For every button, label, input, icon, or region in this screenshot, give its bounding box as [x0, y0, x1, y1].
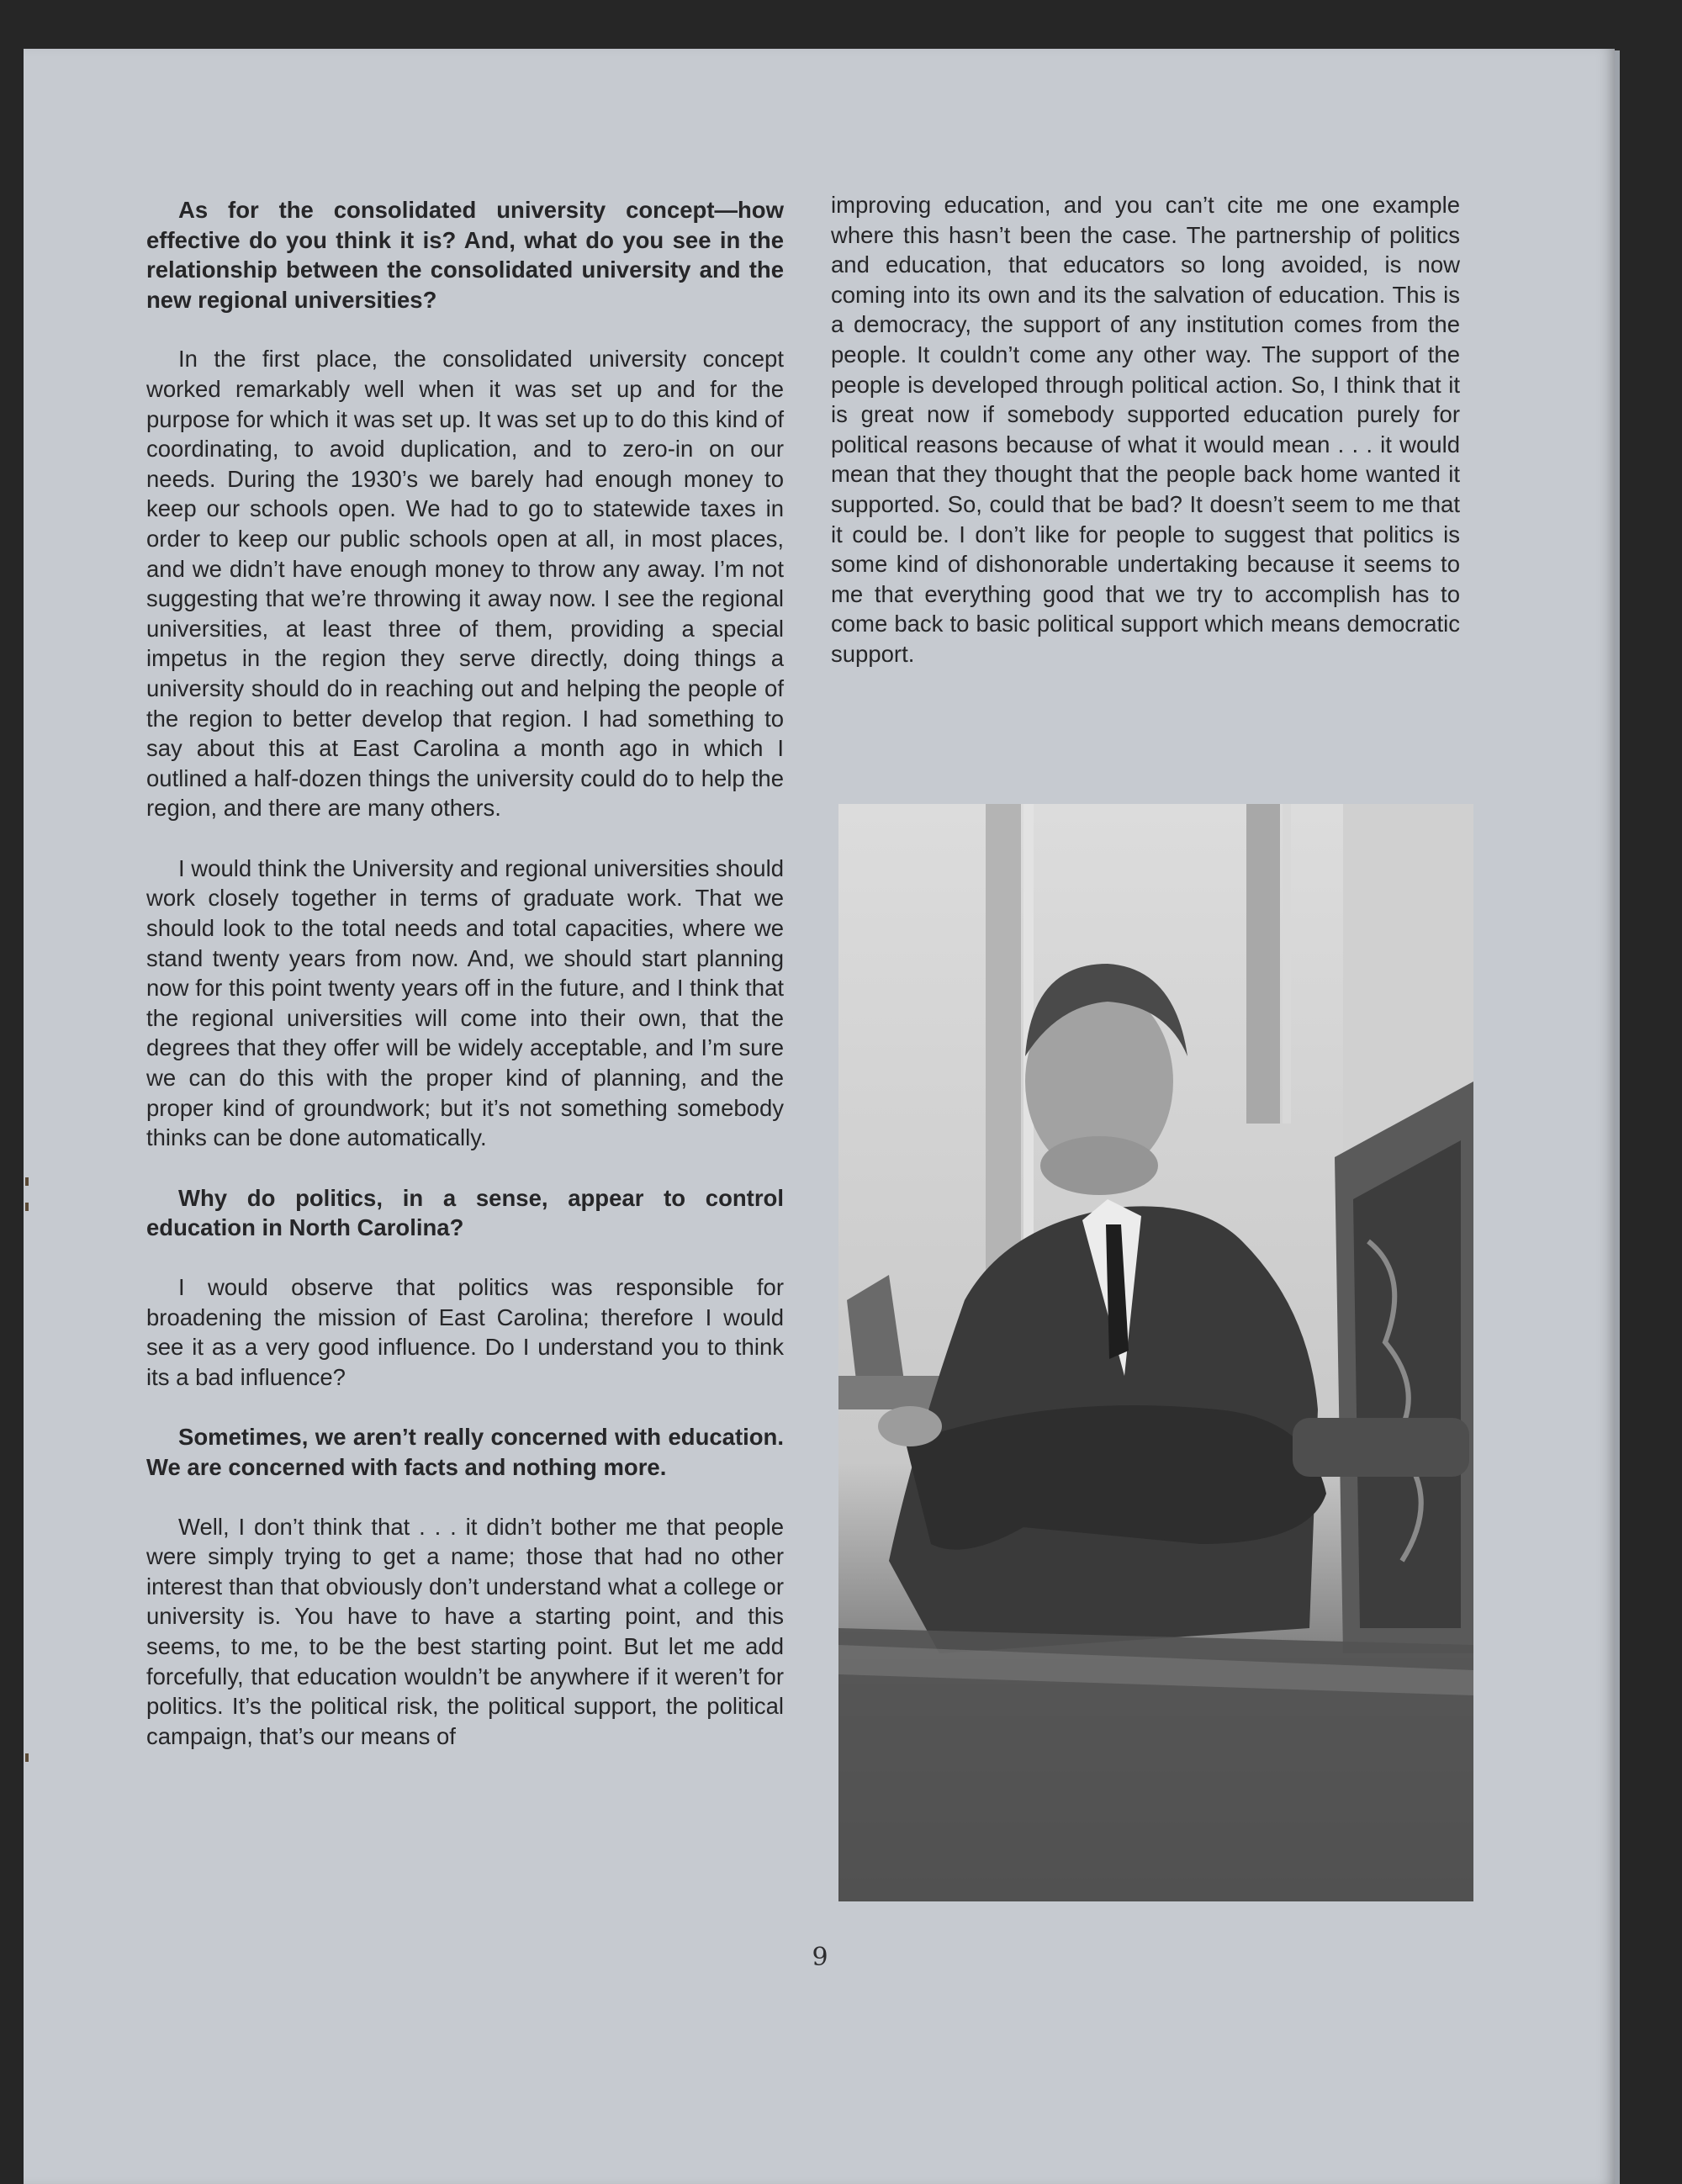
chin	[1040, 1136, 1158, 1195]
window-frame	[986, 804, 1021, 1275]
answer-paragraph: Well, I don’t think that . . . it didn’t bother me that people were simply trying to get a name; those that had no other interest than that obviously don’t understand what a college or university is. You have to have a starting point, and this seems, to me, to be the best starting point. But let me add forcefully, that education wouldn’t be anywhere if it weren’t for politics. It’s the political risk, the political support, the political campaign, that’s our means of	[146, 1513, 784, 1749]
staple-mark	[25, 1203, 29, 1211]
question-politics-control: Why do politics, in a sense, appear to control education in North Carolina?	[146, 1184, 784, 1241]
answer-paragraph: In the first place, the consolidated university concept worked remarkably well when it was set up and for the purpose for which it was set up. It was set up to do this kind of coordinating, to avoid duplication, and to zero-in on our needs. During the 1930’s we barely had enough money to keep our schools open. We had to go to statewide taxes in order to keep our public schools open at all, in most places, and we didn’t have enough money to throw any away. I’m not suggesting that we’re throwing it away now. I see the regional universities, at least three of them, providing a special impetus in the region they serve directly, doing things a university should do in reaching out and helping the people of the region to better develop that region. I had something to say about this at East Carolina a month ago in which I outlined a half-dozen things the university could do to help the region, and there are many others.	[146, 346, 784, 822]
staple-mark	[25, 1753, 29, 1762]
crossed-legs	[906, 1405, 1326, 1550]
desk-edge	[838, 1376, 939, 1409]
page-number: 9	[812, 1943, 828, 1972]
question-concerned-with-facts: Sometimes, we aren’t really concerned with education. We are concerned with facts and nothing more.	[146, 1424, 784, 1480]
answer-paragraph: I would think the University and regional universities should work closely together in terms of graduate work. That we should look to the total needs and total capacities, where we stand twenty years from now. And, we should start planning now for this point twenty years off in the future, and I think that the regional universities will come into their own, that the degrees that they offer will be widely acceptable, and I’m sure we can do this with the proper kind of planning, and the proper kind of groundwork; but it’s not something somebody thinks can be done automatically.	[146, 854, 784, 1151]
right-column	[831, 190, 1460, 669]
window-frame	[1283, 804, 1291, 1124]
question-consolidated-university: As for the consolidated university concept—how effective do you think it is? And, what do you see in the relationship between the consolidated university and the new regional universities?	[146, 197, 784, 313]
portrait-photo	[838, 804, 1473, 1901]
left-column	[146, 195, 784, 1751]
chair-arm	[1293, 1418, 1469, 1477]
hands	[878, 1406, 942, 1446]
window-frame	[1246, 804, 1280, 1124]
page-edge	[1615, 50, 1620, 2184]
staple-mark	[25, 1177, 29, 1186]
answer-paragraph-continued: improving education, and you can’t cite me one example where this hasn’t been the case. The partnership of politics and education, that educators so long avoided, is now coming into its own and its the salvation of education. This is a democracy, the support of any institution comes from the people. It couldn’t come any other way. The support of the people is developed through political action. So, I think that it is great now if somebody supported education purely for political reasons because of what it would mean . . . it would mean that they thought that the people back home wanted it supported. So, could that be bad? It doesn’t seem to me that it could be. I don’t like for people to suggest that politics is some kind of dishonorable undertaking because it seems to me that everything good that we try to accomplish has to come back to basic political support which means democratic support.	[831, 192, 1460, 667]
answer-paragraph: I would observe that politics was responsible for broadening the mission of East Carolina; therefore I would see it as a very good influence. Do I understand you to think its a bad influence?	[146, 1274, 784, 1390]
